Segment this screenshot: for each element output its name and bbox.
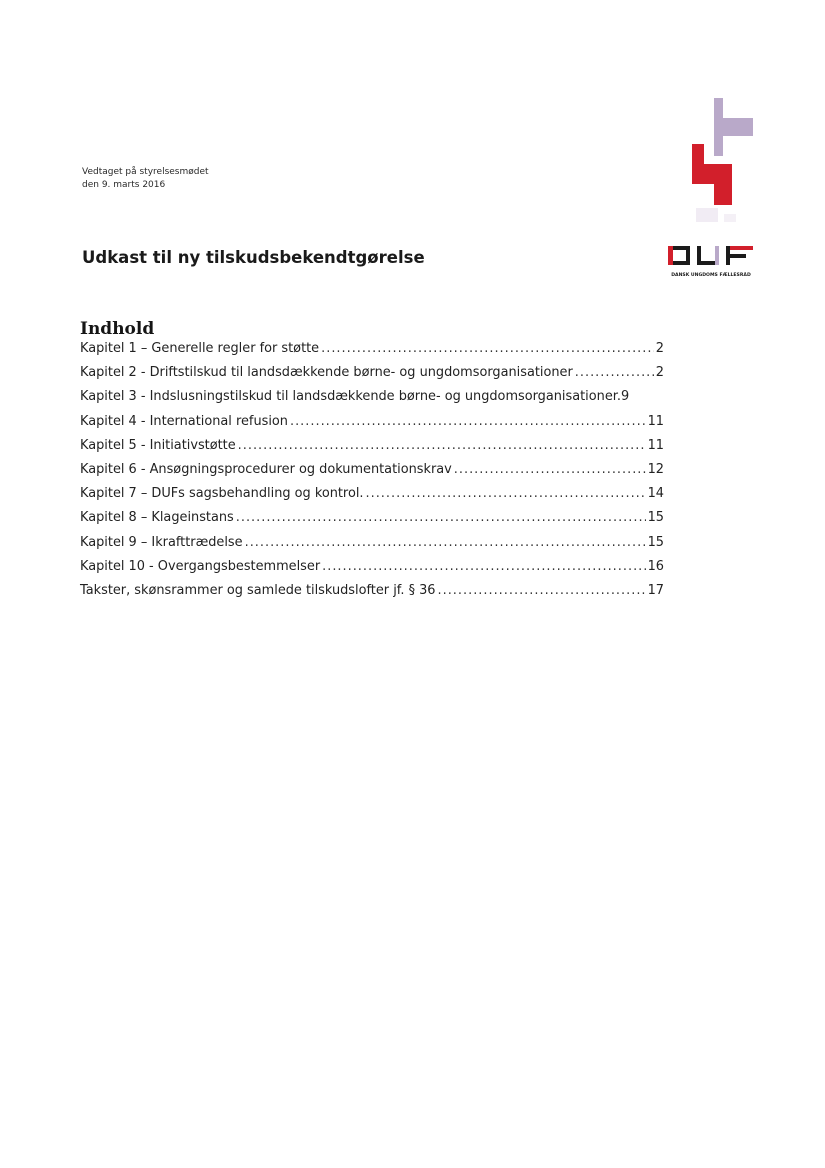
toc-item-title: Kapitel 6 - Ansøgningsprocedurer og dokumentationskrav <box>80 461 452 477</box>
logo-faint-shape-2 <box>724 214 736 222</box>
toc-item-title: Kapitel 5 - Initiativstøtte <box>80 437 236 453</box>
toc-item[interactable] <box>80 559 664 583</box>
toc-leader-dots <box>575 365 654 380</box>
toc-item[interactable] <box>80 486 664 510</box>
toc-item[interactable] <box>80 438 664 462</box>
toc-item[interactable] <box>80 510 664 534</box>
toc-item-page: 11 <box>647 437 664 453</box>
toc-item-page: 17 <box>647 582 664 598</box>
toc-leader-dots <box>438 583 646 598</box>
toc-item-page: 12 <box>647 461 664 477</box>
toc-leader-dots <box>322 559 645 574</box>
toc-item-title: Kapitel 2 - Driftstilskud til landsdækkende børne- og ungdomsorganisationer <box>80 365 573 381</box>
toc-item-page: 14 <box>647 486 664 502</box>
toc-item[interactable] <box>80 341 664 365</box>
toc-item-title: Takster, skønsrammer og samlede tilskudslofter jf. § 36 <box>80 582 436 598</box>
toc-item-title: Kapitel 7 – DUFs sagsbehandling og kontrol. <box>80 486 364 502</box>
toc-item-page: 15 <box>647 534 664 550</box>
toc-leader-dots <box>236 510 646 525</box>
toc-item[interactable] <box>80 462 664 486</box>
toc-item-page: 9 <box>620 389 630 405</box>
toc-leader-dots <box>238 438 646 453</box>
toc-item-title: Kapitel 3 - Indslusningstilskud til landsdækkende børne- og ungdomsorganisationer. <box>80 389 621 405</box>
toc-item-title: Kapitel 8 – Klageinstans <box>80 510 234 526</box>
logo-subtitle: DANSK UNGDOMS FÆLLESRÅD <box>671 273 751 278</box>
toc-item[interactable] <box>80 389 664 413</box>
toc-leader-dots <box>321 341 654 356</box>
approval-date: den 9. marts 2016 <box>82 180 166 190</box>
toc-leader-dots <box>245 535 646 550</box>
duf-logo <box>666 244 756 286</box>
toc-item-page: 2 <box>655 341 664 356</box>
duf-logo-mark <box>686 96 756 226</box>
toc-item-page: 15 <box>647 510 664 526</box>
toc-leader-dots <box>290 414 646 429</box>
toc-item-title: Kapitel 10 - Overgangsbestemmelser <box>80 558 321 574</box>
logo-faint-shape <box>696 208 718 222</box>
toc-leader-dots <box>366 486 646 501</box>
toc-list <box>80 341 664 607</box>
approval-line: Vedtaget på styrelsesmødet <box>82 167 209 177</box>
toc-item[interactable] <box>80 414 664 438</box>
table-of-contents <box>80 318 664 607</box>
toc-heading: Indhold <box>80 319 155 339</box>
toc-item-title: Kapitel 1 – Generelle regler for støtte <box>80 341 320 356</box>
toc-item[interactable] <box>80 535 664 559</box>
toc-item-title: Kapitel 9 – Ikrafttrædelse <box>80 534 243 550</box>
document-meta <box>82 166 209 192</box>
logo-lavender-horizontal <box>714 118 753 136</box>
duf-wordmark-icon <box>666 244 756 286</box>
toc-item-page: 16 <box>647 558 664 574</box>
document-title: Udkast til ny tilskudsbekendtgørelse <box>82 248 425 267</box>
toc-item[interactable] <box>80 365 664 389</box>
logo-red-stem <box>714 164 732 205</box>
toc-item-title: Kapitel 4 - International refusion <box>80 413 288 429</box>
toc-item[interactable] <box>80 583 664 607</box>
toc-leader-dots <box>454 462 646 477</box>
toc-item-page: 2 <box>655 365 664 381</box>
toc-item-page: 11 <box>647 413 664 429</box>
